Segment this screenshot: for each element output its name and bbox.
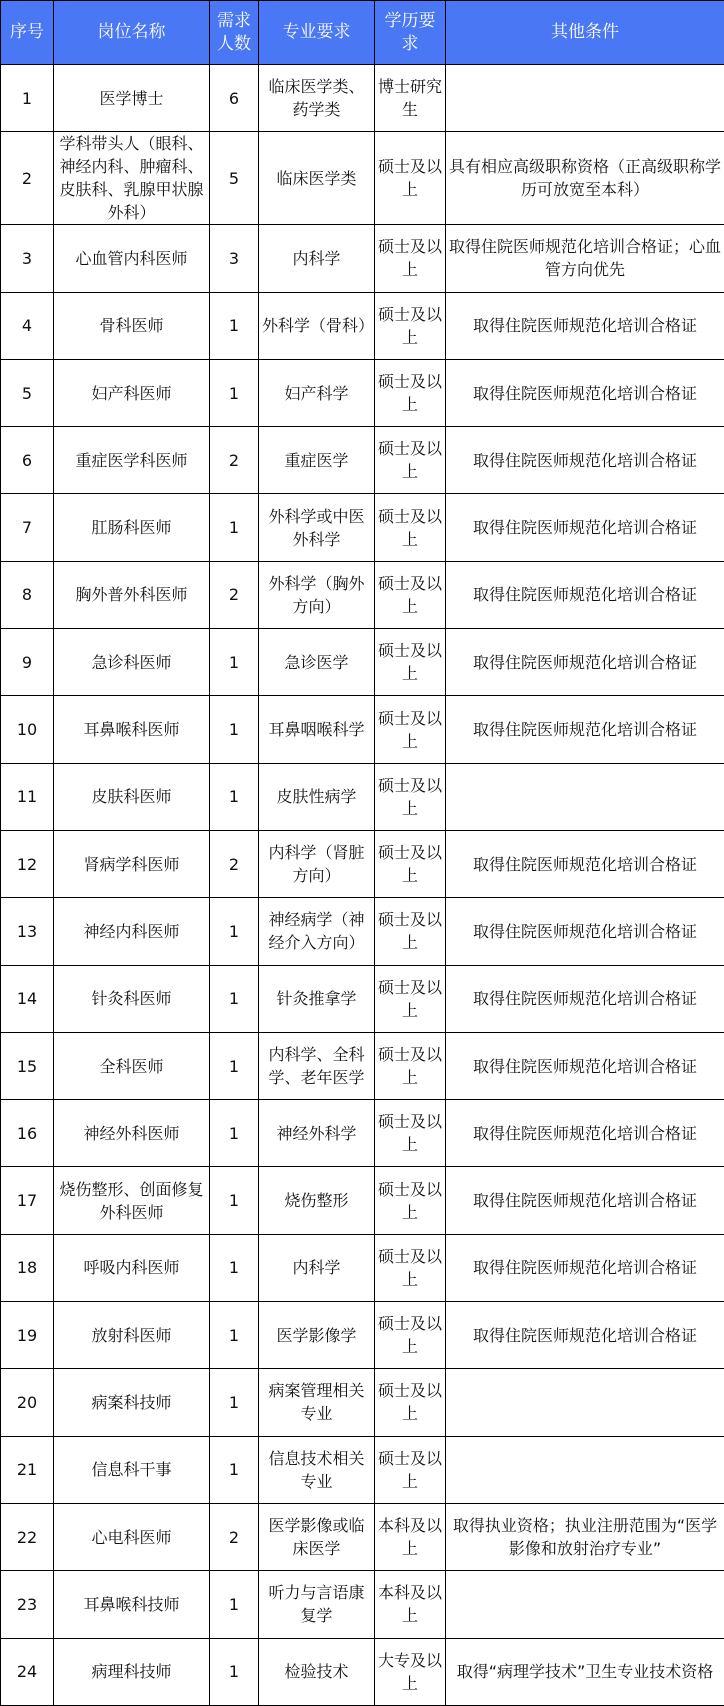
cell-position: 心电科医师 (54, 1503, 210, 1570)
table-row (1, 132, 724, 225)
cell-major: 内科学 (259, 225, 375, 292)
cell-other: 取得住院医师规范化培训合格证 (446, 1167, 724, 1234)
cell-count: 1 (210, 494, 259, 561)
cell-major: 耳鼻咽喉科学 (259, 696, 375, 763)
table-row (1, 696, 724, 763)
cell-index: 4 (1, 292, 54, 359)
cell-major: 临床医学类、药学类 (259, 65, 375, 132)
cell-major: 病案管理相关专业 (259, 1369, 375, 1436)
cell-education: 硕士及以上 (375, 1234, 446, 1301)
table-row (1, 1234, 724, 1301)
cell-major: 烧伤整形 (259, 1167, 375, 1234)
header-other: 其他条件 (446, 1, 724, 65)
cell-count: 1 (210, 1100, 259, 1167)
cell-count: 1 (210, 1571, 259, 1638)
cell-index: 12 (1, 830, 54, 897)
cell-other: 取得住院医师规范化培训合格证 (446, 1302, 724, 1369)
cell-position: 信息科干事 (54, 1436, 210, 1503)
cell-education: 硕士及以上 (375, 561, 446, 628)
cell-index: 17 (1, 1167, 54, 1234)
cell-education: 本科及以上 (375, 1503, 446, 1570)
cell-count: 1 (210, 1638, 259, 1705)
cell-other: 取得住院医师规范化培训合格证 (446, 696, 724, 763)
cell-education: 硕士及以上 (375, 763, 446, 830)
cell-other: 取得住院医师规范化培训合格证；心血管方向优先 (446, 225, 724, 292)
cell-other: 取得住院医师规范化培训合格证 (446, 629, 724, 696)
cell-major: 重症医学 (259, 427, 375, 494)
cell-index: 1 (1, 65, 54, 132)
cell-major: 医学影像或临床医学 (259, 1503, 375, 1570)
cell-other (446, 1436, 724, 1503)
cell-count: 1 (210, 1436, 259, 1503)
cell-major: 听力与言语康复学 (259, 1571, 375, 1638)
cell-other (446, 1369, 724, 1436)
cell-position: 妇产科医师 (54, 359, 210, 426)
cell-position: 肛肠科医师 (54, 494, 210, 561)
header-count: 需求人数 (210, 1, 259, 65)
cell-position: 放射科医师 (54, 1302, 210, 1369)
cell-count: 1 (210, 292, 259, 359)
cell-count: 1 (210, 1234, 259, 1301)
cell-index: 20 (1, 1369, 54, 1436)
cell-index: 10 (1, 696, 54, 763)
cell-count: 2 (210, 830, 259, 897)
cell-position: 胸外普外科医师 (54, 561, 210, 628)
cell-position: 急诊科医师 (54, 629, 210, 696)
cell-other: 取得住院医师规范化培训合格证 (446, 1032, 724, 1099)
cell-major: 内科学、全科学、老年医学 (259, 1032, 375, 1099)
cell-count: 3 (210, 225, 259, 292)
cell-position: 肾病学科医师 (54, 830, 210, 897)
cell-position: 心血管内科医师 (54, 225, 210, 292)
cell-index: 24 (1, 1638, 54, 1705)
cell-education: 硕士及以上 (375, 1032, 446, 1099)
cell-other: 取得住院医师规范化培训合格证 (446, 494, 724, 561)
cell-major: 外科学（骨科） (259, 292, 375, 359)
cell-index: 5 (1, 359, 54, 426)
cell-education: 硕士及以上 (375, 132, 446, 225)
cell-position: 神经外科医师 (54, 1100, 210, 1167)
cell-index: 18 (1, 1234, 54, 1301)
cell-education: 硕士及以上 (375, 427, 446, 494)
cell-position: 呼吸内科医师 (54, 1234, 210, 1301)
cell-index: 8 (1, 561, 54, 628)
cell-count: 2 (210, 561, 259, 628)
cell-other: 取得住院医师规范化培训合格证 (446, 292, 724, 359)
cell-index: 16 (1, 1100, 54, 1167)
cell-index: 2 (1, 132, 54, 225)
cell-other: 取得住院医师规范化培训合格证 (446, 1234, 724, 1301)
cell-major: 医学影像学 (259, 1302, 375, 1369)
cell-index: 21 (1, 1436, 54, 1503)
table-row (1, 1032, 724, 1099)
cell-education: 硕士及以上 (375, 898, 446, 965)
cell-count: 2 (210, 427, 259, 494)
header-education: 学历要求 (375, 1, 446, 65)
cell-position: 重症医学科医师 (54, 427, 210, 494)
cell-index: 3 (1, 225, 54, 292)
table-row (1, 830, 724, 897)
cell-position: 耳鼻喉科医师 (54, 696, 210, 763)
cell-index: 7 (1, 494, 54, 561)
cell-other: 取得住院医师规范化培训合格证 (446, 830, 724, 897)
table-row (1, 1302, 724, 1369)
table-row (1, 965, 724, 1032)
cell-position: 全科医师 (54, 1032, 210, 1099)
cell-position: 医学博士 (54, 65, 210, 132)
cell-education: 硕士及以上 (375, 1302, 446, 1369)
cell-other: 取得住院医师规范化培训合格证 (446, 898, 724, 965)
table-row (1, 1571, 724, 1638)
cell-count: 2 (210, 1503, 259, 1570)
cell-position: 病案科技师 (54, 1369, 210, 1436)
table-row (1, 1369, 724, 1436)
cell-major: 外科学（胸外方向） (259, 561, 375, 628)
cell-position: 耳鼻喉科技师 (54, 1571, 210, 1638)
cell-education: 硕士及以上 (375, 696, 446, 763)
table-row (1, 1100, 724, 1167)
cell-other (446, 65, 724, 132)
cell-other (446, 1571, 724, 1638)
cell-count: 1 (210, 763, 259, 830)
cell-position: 神经内科医师 (54, 898, 210, 965)
cell-major: 检验技术 (259, 1638, 375, 1705)
cell-count: 5 (210, 132, 259, 225)
cell-education: 硕士及以上 (375, 494, 446, 561)
cell-major: 信息技术相关专业 (259, 1436, 375, 1503)
table-row (1, 1503, 724, 1570)
cell-count: 6 (210, 65, 259, 132)
cell-count: 1 (210, 629, 259, 696)
cell-position: 学科带头人（眼科、神经内科、肿瘤科、皮肤科、乳腺甲状腺外科） (54, 132, 210, 225)
cell-position: 烧伤整形、创面修复外科医师 (54, 1167, 210, 1234)
cell-major: 神经病学（神经介入方向） (259, 898, 375, 965)
cell-index: 23 (1, 1571, 54, 1638)
cell-other: 取得住院医师规范化培训合格证 (446, 561, 724, 628)
cell-other: 取得执业资格；执业注册范围为“医学影像和放射治疗专业” (446, 1503, 724, 1570)
cell-index: 14 (1, 965, 54, 1032)
table-row (1, 225, 724, 292)
header-index: 序号 (1, 1, 54, 65)
cell-major: 皮肤性病学 (259, 763, 375, 830)
cell-education: 硕士及以上 (375, 1167, 446, 1234)
table-row (1, 898, 724, 965)
cell-other: 取得住院医师规范化培训合格证 (446, 965, 724, 1032)
cell-major: 临床医学类 (259, 132, 375, 225)
table-row (1, 561, 724, 628)
cell-index: 9 (1, 629, 54, 696)
cell-count: 1 (210, 965, 259, 1032)
cell-education: 硕士及以上 (375, 1436, 446, 1503)
cell-major: 神经外科学 (259, 1100, 375, 1167)
cell-count: 1 (210, 898, 259, 965)
cell-education: 硕士及以上 (375, 1100, 446, 1167)
cell-count: 1 (210, 359, 259, 426)
table-row (1, 427, 724, 494)
cell-index: 11 (1, 763, 54, 830)
cell-major: 急诊医学 (259, 629, 375, 696)
cell-education: 硕士及以上 (375, 965, 446, 1032)
cell-education: 硕士及以上 (375, 359, 446, 426)
cell-count: 1 (210, 1167, 259, 1234)
cell-index: 6 (1, 427, 54, 494)
table-row (1, 494, 724, 561)
cell-education: 大专及以上 (375, 1638, 446, 1705)
header-position: 岗位名称 (54, 1, 210, 65)
cell-education: 本科及以上 (375, 1571, 446, 1638)
cell-count: 1 (210, 1302, 259, 1369)
cell-other: 取得住院医师规范化培训合格证 (446, 427, 724, 494)
header-row (1, 1, 724, 65)
cell-other: 取得“病理学技术”卫生专业技术资格 (446, 1638, 724, 1705)
table-row (1, 763, 724, 830)
cell-education: 硕士及以上 (375, 830, 446, 897)
table-row (1, 1638, 724, 1705)
cell-major: 内科学 (259, 1234, 375, 1301)
cell-position: 骨科医师 (54, 292, 210, 359)
cell-major: 外科学或中医外科学 (259, 494, 375, 561)
cell-major: 内科学（肾脏方向） (259, 830, 375, 897)
table-row (1, 359, 724, 426)
cell-position: 皮肤科医师 (54, 763, 210, 830)
cell-major: 妇产科学 (259, 359, 375, 426)
cell-index: 13 (1, 898, 54, 965)
header-major: 专业要求 (259, 1, 375, 65)
table-row (1, 65, 724, 132)
cell-other (446, 763, 724, 830)
cell-count: 1 (210, 696, 259, 763)
cell-other: 取得住院医师规范化培训合格证 (446, 359, 724, 426)
cell-education: 硕士及以上 (375, 1369, 446, 1436)
cell-count: 1 (210, 1032, 259, 1099)
cell-other: 具有相应高级职称资格（正高级职称学历可放宽至本科） (446, 132, 724, 225)
cell-index: 19 (1, 1302, 54, 1369)
cell-other: 取得住院医师规范化培训合格证 (446, 1100, 724, 1167)
cell-major: 针灸推拿学 (259, 965, 375, 1032)
cell-education: 硕士及以上 (375, 225, 446, 292)
cell-education: 博士研究生 (375, 65, 446, 132)
table-row (1, 292, 724, 359)
table-row (1, 629, 724, 696)
cell-education: 硕士及以上 (375, 292, 446, 359)
cell-index: 22 (1, 1503, 54, 1570)
cell-count: 1 (210, 1369, 259, 1436)
table-row (1, 1436, 724, 1503)
cell-position: 病理科技师 (54, 1638, 210, 1705)
cell-education: 硕士及以上 (375, 629, 446, 696)
table-row (1, 1167, 724, 1234)
cell-index: 15 (1, 1032, 54, 1099)
cell-position: 针灸科医师 (54, 965, 210, 1032)
